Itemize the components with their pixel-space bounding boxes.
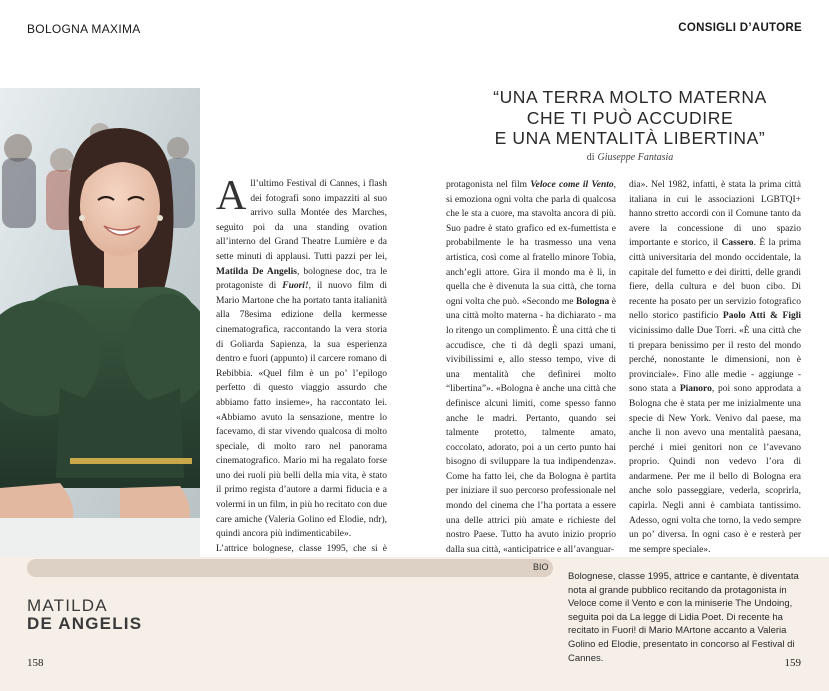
bold-name: Bologna	[575, 296, 610, 307]
bio-label: BIO	[533, 562, 549, 572]
pull-quote-line: E UNA MENTALITÀ LIBERTINA”	[494, 128, 766, 148]
text-run: , si emoziona ogni volta che parla di qualcosa che le sta a cuore, ma stavolta ancora di più. Suo padre è stato grafico ed ex-fumettista e probabilmente le ha trasmesso una vena artistica, così come al fratello minore Tobia, anch’egli attore. Gira il mondo ma è lì, in quella che è divenuta la sua città, che torna ogni volta che può. «Secondo me	[446, 180, 616, 307]
text-run: protagonista nel film	[446, 180, 531, 190]
byline-prefix: di	[586, 152, 595, 163]
text-run: . È la prima città universitaria del mondo occidentale, la capitale del fumetto e dei diritti, delle grandi fiere, della cultura e del buon cibo. Di recente ha posato per un servizio fotografico nello storico pastificio	[629, 238, 801, 322]
bio-text: Bolognese, classe 1995, attrice e cantante, è diventata nota al grande pubblico recitando da protagonista in Veloce come il Vento e con la miniserie The Undoing, seguita poi da La legge di Lidia Poet. Di recente ha recitato in Fuori! di Mario MArtone accanto a Valeria Golino ed Elodie, presentato in concorso al Festival di Cannes.	[568, 571, 799, 664]
film-title: Fuori!	[282, 281, 309, 292]
article-column-1	[216, 173, 388, 586]
byline	[470, 152, 790, 163]
bold-name: Paolo Atti & Figli	[722, 311, 801, 322]
bio-tab	[27, 559, 553, 577]
text-run: dia». Nel 1982, infatti, è stata la prima città italiana in cui le associazioni LGBTQI+ hanno stretto accordi con il Comune tanto da avere la concessione di uno spazio importante e storico, il	[629, 180, 801, 249]
text-run: , bolognese doc, tra le protagoniste di	[216, 266, 387, 292]
author-name: Giuseppe Fantasia	[597, 152, 674, 163]
bold-name: Pianoro	[679, 384, 712, 395]
film-title: Veloce come il Vento	[530, 180, 614, 190]
pull-quote	[470, 87, 790, 149]
column-title: CONSIGLI D’AUTORE	[678, 22, 802, 34]
magazine-section-title: BOLOGNA MAXIMA	[27, 22, 141, 36]
pull-quote-line: CHE TI PUÒ ACCUDIRE	[526, 107, 734, 128]
portrait-photo	[0, 88, 200, 558]
paragraph	[446, 178, 616, 557]
text-run: vicinissimo dalle Due Torri. «È una città che ti prepara benissimo per il resto del mondo perché, nonostante le dimensioni, non è provinciale». Fino alle medie - aggiunge - sono stata a	[629, 325, 801, 395]
bold-name: Matilda De Angelis	[216, 266, 297, 277]
text-run: è una città molto materna - ha dichiarato - ma lo ritengo un complimento. È una città che ti accudisce, che ti dà degli spazi umani, vivibilissimi e, allo stesso tempo, vive di una mentalità che definirei molto “libertina”». «Bologna è anche una città che definisce alcuni limiti, come spesso fanno anche le madri. Pertanto, quando sei talmente protetto, talmente amato, coccolato, adorato, poi a un certo punto hai bisogno di sviluppare la tua indipendenza». Come ha fatto lei, che da Bologna è partita per iniziare il suo percorso professionale nel mondo del cinema che l’ha portata a essere una delle attrici più amate e richieste del nostro Paese. Tutto ha avuto inizio proprio dalla sua città, «anticipatrice e all’avanguar-	[446, 296, 617, 555]
text-run: ll’ultimo Festival di Cannes, i flash dei fotografi sono impazziti al suo arrivo sulla Montée des Marches, seguito poi da una standing ovation all’interno del Grand Theatre Lumière e da sette minuti di applausi. Tutti pazzi per lei,	[216, 179, 387, 262]
drop-cap: A	[216, 173, 247, 219]
pull-quote-line: “UNA TERRA MOLTO MATERNA	[493, 87, 767, 107]
text-run: , il nuovo film di Mario Martone che ha portato tanta italianità alla 78esima edizione della kermesse cinematografica, raccontando la vera storia di Goliarda Sapienza, la sua esperienza dentro e fuori (appunto) il carcere romano di Rebibbia. «Quel film è un po’ l’epilogo perfetto di questo viaggio assurdo che abbiamo fatto insieme», ha raccontato lei. «Abbiamo avuto la sensazione, mentre lo facevamo, di star vivendo qualcosa di molto speciale, di molto raro nel panorama cinematografico. Mario mi ha regalato forse uno dei ruoli più belli della mia vita, è stato il primo regista d’autore a darmi fiducia e a volermi in un film, in più ho recitato con due care amiche (Valeria Golino ed Elodie, ndr), quindi ancora più indimenticabile».	[216, 281, 388, 540]
bio-first-name: MATILDA	[27, 596, 108, 615]
paragraph	[629, 178, 801, 557]
portrait-illustration	[0, 88, 200, 558]
paragraph	[216, 173, 388, 542]
bold-name: Cassero	[721, 238, 754, 249]
paragraph: L’attrice bolognese, classe 1995, che si è	[216, 543, 387, 554]
article-column-3	[629, 178, 801, 557]
article-column-2	[446, 178, 616, 557]
page-number-right: 159	[784, 657, 801, 669]
text-run: , poi sono approdata a Bologna che è stata per me inizialmente una specie di New York. Venivo dal paese, ma anche lì non avevo una mentalità paesana, perché i miei genitori non ce l’avevano proprio. Quindi non vedevo l’ora di andarmene. Per me il bello di Bologna era anche solo passeggiare, vederla, scoprirla, capirla. Negli anni è cambiata tantissimo. Adesso, ogni volta che torno, la vedo sempre un po’ diversa. In ogni caso è e resterà per me sempre speciale».	[629, 384, 801, 555]
page-number-left: 158	[27, 657, 44, 669]
bio-last-name: DE ANGELIS	[27, 614, 143, 633]
